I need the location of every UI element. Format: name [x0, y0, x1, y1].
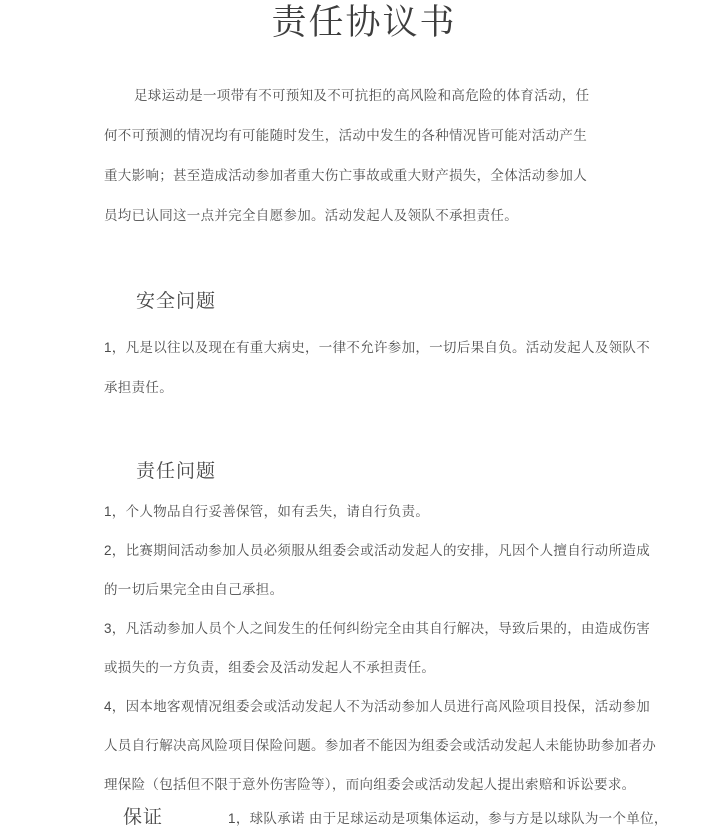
safety-items — [104, 328, 651, 408]
intro-line: 何不可预测的情况均有可能随时发生，活动中发生的各种情况皆可能对活动产生 — [104, 128, 587, 143]
intro-line: 重大影响；甚至造成活动参加者重大伤亡事故或重大财产损失，全体活动参加人 — [104, 168, 587, 183]
section-heading-safety: 安全问题 — [136, 291, 217, 312]
agreement-document — [0, 2, 720, 831]
intro-line: 足球运动是一项带有不可预知及不可抗拒的高风险和高危险的体育活动，任 — [134, 88, 590, 103]
page-title: 责任协议书 — [271, 3, 457, 42]
responsibility-item-line: 4，因本地客观情况组委会或活动发起人不为活动参加人员进行高风险项目投保，活动参加 — [104, 699, 651, 714]
guarantee-text: 1，球队承诺 由于足球运动是项集体运动，参与方是以球队为一个单位， — [228, 811, 668, 826]
responsibility-item-line: 理保险（包括但不限于意外伤害险等），而向组委会或活动发起人提出索赔和诉讼要求。 — [104, 777, 636, 792]
responsibility-items — [104, 492, 656, 804]
responsibility-item-line: 1，个人物品自行妥善保管，如有丢失，请自行负责。 — [104, 504, 430, 519]
intro-paragraph — [104, 76, 624, 236]
guarantee-heading: 保证 — [123, 807, 164, 828]
responsibility-item-line: 或损失的一方负责，组委会及活动发起人不承担责任。 — [104, 660, 436, 675]
safety-item-line: 1，凡是以往以及现在有重大病史，一律不允许参加，一切后果自负。活动发起人及领队不 — [104, 340, 651, 355]
safety-item-line: 承担责任。 — [104, 380, 173, 395]
responsibility-item-line: 的一切后果完全由自己承担。 — [104, 582, 284, 597]
guarantee-row — [104, 806, 668, 831]
section-heading-responsibility: 责任问题 — [136, 461, 217, 482]
responsibility-item-line: 2，比赛期间活动参加人员必须服从组委会或活动发起人的安排，凡因个人擅自行动所造成 — [104, 543, 651, 558]
responsibility-item-line: 人员自行解决高风险项目保险问题。参加者不能因为组委会或活动发起人未能协助参加者办 — [104, 738, 656, 753]
responsibility-item-line: 3，凡活动参加人员个人之间发生的任何纠纷完全由其自行解决，导致后果的，由造成伤害 — [104, 621, 651, 636]
intro-line: 员均已认同这一点并完全自愿参加。活动发起人及领队不承担责任。 — [104, 208, 518, 223]
